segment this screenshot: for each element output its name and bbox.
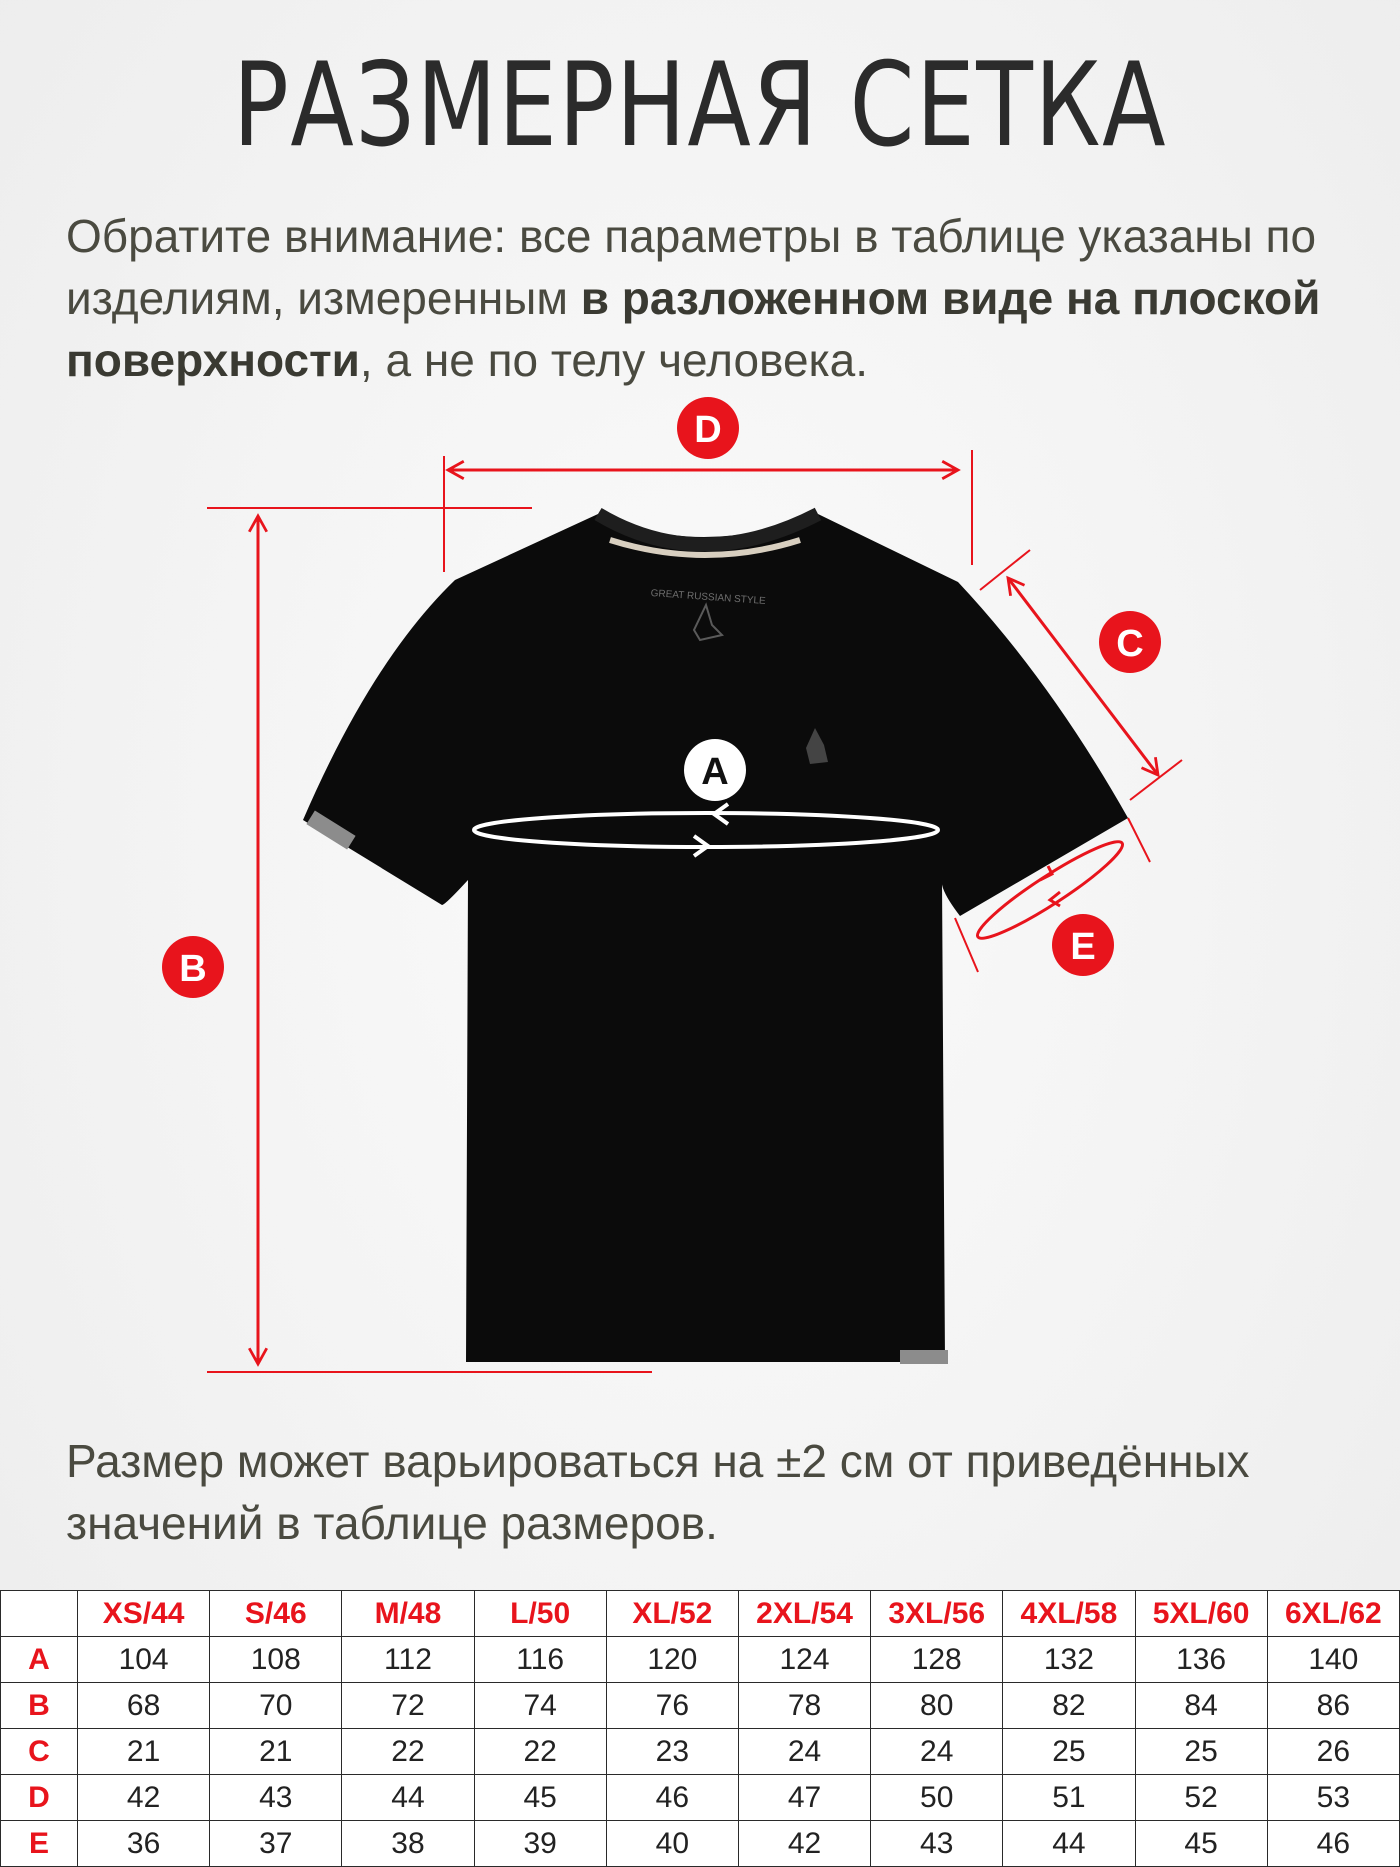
table-cell: 45: [474, 1775, 606, 1821]
e-guide-top: [1128, 818, 1150, 862]
table-cell: 24: [871, 1729, 1003, 1775]
table-row: [1, 1683, 1400, 1729]
table-cell: 140: [1267, 1637, 1399, 1683]
badge-d: [677, 397, 739, 459]
size-header: S/46: [210, 1591, 342, 1637]
size-table: [0, 1590, 1400, 1867]
size-header: 2XL/54: [738, 1591, 870, 1637]
table-cell: 84: [1135, 1683, 1267, 1729]
table-cell: 50: [871, 1775, 1003, 1821]
table-cell: 44: [342, 1775, 474, 1821]
table-cell: 22: [342, 1729, 474, 1775]
row-label: C: [1, 1729, 78, 1775]
table-cell: 45: [1135, 1821, 1267, 1867]
table-cell: 43: [871, 1821, 1003, 1867]
table-cell: 38: [342, 1821, 474, 1867]
table-cell: 128: [871, 1637, 1003, 1683]
note-text-start: Обратите внимание: все параметры в таблице указаны по изделиям, измеренным: [66, 210, 1317, 324]
size-header: 5XL/60: [1135, 1591, 1267, 1637]
table-cell: 132: [1003, 1637, 1135, 1683]
table-cell: 21: [210, 1729, 342, 1775]
row-label: E: [1, 1821, 78, 1867]
shirt-print-text: GREAT RUSSIAN STYLE: [650, 588, 767, 608]
table-cell: 25: [1135, 1729, 1267, 1775]
note-text-end: , а не по телу человека.: [359, 334, 869, 386]
svg-text:D: D: [694, 409, 722, 451]
table-cell: 80: [871, 1683, 1003, 1729]
badge-e: [1052, 914, 1114, 976]
table-cell: 25: [1003, 1729, 1135, 1775]
table-cell: 46: [1267, 1821, 1399, 1867]
note-text-bold: в разложенном виде на плоской поверхности: [66, 272, 1321, 386]
table-cell: 22: [474, 1729, 606, 1775]
table-cell: 53: [1267, 1775, 1399, 1821]
badge-b: [162, 936, 224, 998]
table-cell: 40: [606, 1821, 738, 1867]
page-title: РАЗМЕРНАЯ СЕТКА: [232, 38, 1168, 173]
size-header: 4XL/58: [1003, 1591, 1135, 1637]
table-row: [1, 1821, 1400, 1867]
c-guide-bottom: [1130, 760, 1182, 800]
tshirt-shape: [303, 514, 1128, 1362]
table-cell: 76: [606, 1683, 738, 1729]
size-header: L/50: [474, 1591, 606, 1637]
table-cell: 43: [210, 1775, 342, 1821]
table-cell: 74: [474, 1683, 606, 1729]
e-guide-bottom: [955, 918, 978, 972]
row-label: B: [1, 1683, 78, 1729]
svg-text:C: C: [1116, 623, 1144, 665]
table-cell: 86: [1267, 1683, 1399, 1729]
size-header: XS/44: [78, 1591, 210, 1637]
table-cell: 44: [1003, 1821, 1135, 1867]
table-cell: 70: [210, 1683, 342, 1729]
row-label: D: [1, 1775, 78, 1821]
table-cell: 112: [342, 1637, 474, 1683]
size-header-row: [1, 1591, 1400, 1637]
c-guide-top: [980, 550, 1030, 590]
badge-c: [1099, 611, 1161, 673]
table-cell: 39: [474, 1821, 606, 1867]
table-cell: 104: [78, 1637, 210, 1683]
svg-text:E: E: [1070, 926, 1096, 968]
table-cell: 78: [738, 1683, 870, 1729]
table-cell: 37: [210, 1821, 342, 1867]
table-cell: 68: [78, 1683, 210, 1729]
corner-cell: [1, 1591, 78, 1637]
table-cell: 51: [1003, 1775, 1135, 1821]
table-cell: 72: [342, 1683, 474, 1729]
table-cell: 108: [210, 1637, 342, 1683]
size-header: XL/52: [606, 1591, 738, 1637]
table-cell: 23: [606, 1729, 738, 1775]
table-cell: 124: [738, 1637, 870, 1683]
table-cell: 42: [78, 1775, 210, 1821]
hem-tag: [900, 1350, 948, 1364]
table-cell: 52: [1135, 1775, 1267, 1821]
svg-text:B: B: [179, 948, 207, 990]
table-cell: 46: [606, 1775, 738, 1821]
table-cell: 24: [738, 1729, 870, 1775]
table-row: [1, 1729, 1400, 1775]
size-header: M/48: [342, 1591, 474, 1637]
size-variation-note: Размер может варьироваться на ±2 см от приведённых значений в таблице размеров.: [66, 1435, 1250, 1549]
badge-a: [684, 739, 746, 801]
table-cell: 82: [1003, 1683, 1135, 1729]
size-header: 6XL/62: [1267, 1591, 1399, 1637]
table-cell: 21: [78, 1729, 210, 1775]
table-cell: 42: [738, 1821, 870, 1867]
table-row: [1, 1775, 1400, 1821]
row-label: A: [1, 1637, 78, 1683]
table-cell: 116: [474, 1637, 606, 1683]
table-cell: 136: [1135, 1637, 1267, 1683]
table-cell: 26: [1267, 1729, 1399, 1775]
size-header: 3XL/56: [871, 1591, 1003, 1637]
table-row: [1, 1637, 1400, 1683]
table-cell: 47: [738, 1775, 870, 1821]
table-cell: 36: [78, 1821, 210, 1867]
svg-text:A: A: [701, 751, 729, 793]
table-cell: 120: [606, 1637, 738, 1683]
